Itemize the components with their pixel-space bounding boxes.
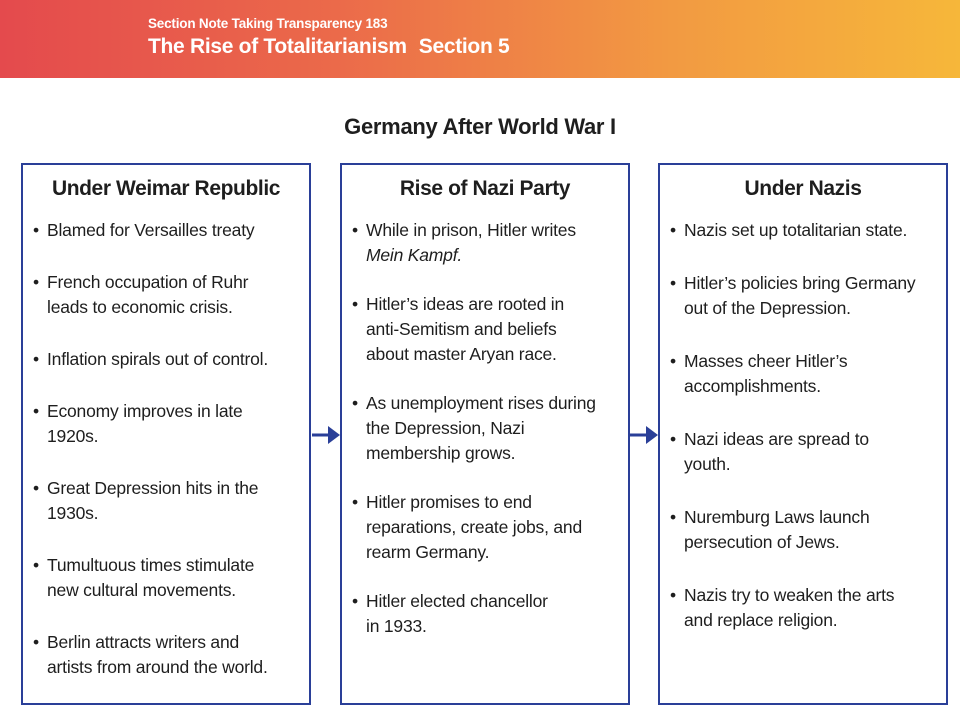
arrow-right-icon — [629, 422, 659, 448]
bullet-line: in 1933. — [366, 616, 427, 636]
bullet-line: Hitler elected chancellor — [366, 591, 548, 611]
bullet-line: rearm Germany. — [366, 542, 490, 562]
bullet-line: leads to economic crisis. — [47, 297, 233, 317]
bullet-list — [23, 201, 309, 680]
bullet-line: Blamed for Versailles treaty — [47, 220, 255, 240]
header-section: Section 5 — [418, 35, 510, 58]
column-under-nazis — [658, 163, 948, 705]
bullet-line: While in prison, Hitler writes — [366, 220, 576, 240]
bullet-list — [660, 201, 946, 633]
bullet-line: anti-Semitism and beliefs — [366, 319, 557, 339]
bullet-item — [33, 553, 305, 603]
bullet-item — [33, 347, 305, 372]
bullet-line: the Depression, Nazi — [366, 418, 525, 438]
bullet-line: reparations, create jobs, and — [366, 517, 583, 537]
bullet-line: Hitler promises to end — [366, 492, 532, 512]
column-under-weimar-republic — [21, 163, 311, 705]
bullet-line: Nazis set up totalitarian state. — [684, 220, 908, 240]
bullet-line: Hitler’s policies bring Germany — [684, 273, 916, 293]
bullet-item — [352, 490, 624, 565]
bullet-item — [352, 218, 624, 268]
bullet-line: persecution of Jews. — [684, 532, 840, 552]
bullet-line: French occupation of Ruhr — [47, 272, 249, 292]
bullet-item — [33, 630, 305, 680]
bullet-item — [670, 271, 942, 321]
header-subtitle: Section Note Taking Transparency 183 — [148, 16, 388, 31]
bullet-line: accomplishments. — [684, 376, 821, 396]
arrow-right-icon — [311, 422, 341, 448]
bullet-line: Berlin attracts writers and — [47, 632, 240, 652]
column-heading: Rise of Nazi Party — [399, 177, 571, 200]
bullet-item — [670, 505, 942, 555]
bullet-line: Economy improves in late — [47, 401, 243, 421]
bullet-item — [670, 427, 942, 477]
bullet-item — [33, 476, 305, 526]
bullet-line: youth. — [684, 454, 731, 474]
bullet-line: As unemployment rises during — [366, 393, 596, 413]
bullet-line: 1930s. — [47, 503, 99, 523]
bullet-item — [33, 218, 305, 243]
bullet-line: 1920s. — [47, 426, 99, 446]
bullet-item — [352, 589, 624, 639]
bullet-line: Masses cheer Hitler’s — [684, 351, 848, 371]
bullet-item — [352, 292, 624, 367]
bullet-line: membership grows. — [366, 443, 516, 463]
bullet-line: Nazis try to weaken the arts — [684, 585, 895, 605]
bullet-line: Great Depression hits in the — [47, 478, 259, 498]
bullet-line: out of the Depression. — [684, 298, 851, 318]
bullet-line: about master Aryan race. — [366, 344, 557, 364]
bullet-item — [670, 349, 942, 399]
bullet-line: and replace religion. — [684, 610, 838, 630]
bullet-line: Nuremburg Laws launch — [684, 507, 870, 527]
bullet-item — [670, 218, 942, 243]
bullet-line: Mein Kampf. — [366, 245, 463, 265]
bullet-list — [342, 201, 628, 639]
bullet-line: new cultural movements. — [47, 580, 236, 600]
bullet-line: artists from around the world. — [47, 657, 268, 677]
column-rise-of-nazi-party — [340, 163, 630, 705]
header-title-line — [148, 35, 509, 59]
column-heading: Under Weimar Republic — [51, 177, 281, 200]
bullet-item — [352, 391, 624, 466]
header-banner — [0, 0, 960, 78]
bullet-item — [670, 583, 942, 633]
bullet-line: Nazi ideas are spread to — [684, 429, 869, 449]
column-heading: Under Nazis — [744, 177, 862, 200]
bullet-item — [33, 270, 305, 320]
page-title: Germany After World War I — [344, 114, 616, 139]
bullet-item — [33, 399, 305, 449]
bullet-line: Hitler’s ideas are rooted in — [366, 294, 565, 314]
bullet-line: Tumultuous times stimulate — [47, 555, 255, 575]
header-title: The Rise of Totalitarianism — [148, 35, 407, 58]
bullet-line: Inflation spirals out of control. — [47, 349, 269, 369]
